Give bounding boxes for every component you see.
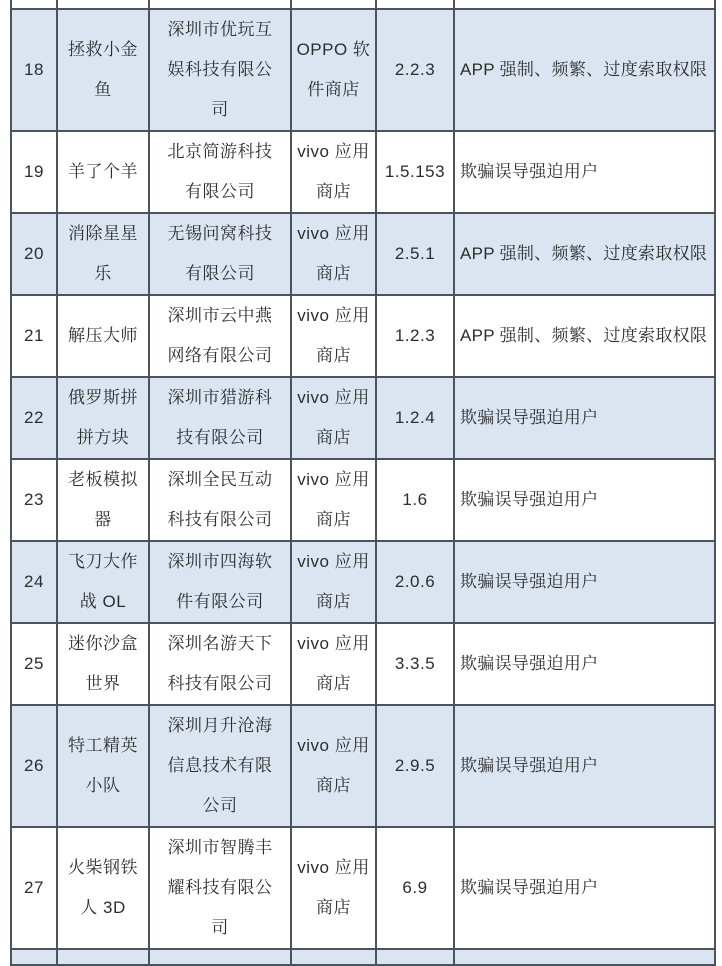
cell-company-name: 深圳全民互动科技有限公司 bbox=[149, 459, 291, 541]
cell-violation-reason: APP 强制、频繁、过度索取权限 bbox=[454, 9, 715, 131]
app-violation-table bbox=[10, 0, 716, 966]
cell-empty bbox=[11, 0, 57, 9]
cell-app-name: 老板模拟器 bbox=[57, 459, 149, 541]
cell-app-version: 1.2.4 bbox=[376, 377, 454, 459]
cell-app-name: 迷你沙盒世界 bbox=[57, 623, 149, 705]
cell-app-name: 消除星星乐 bbox=[57, 213, 149, 295]
cell-app-version: 2.5.1 bbox=[376, 213, 454, 295]
cell-violation-reason: APP 强制、频繁、过度索取权限 bbox=[454, 295, 715, 377]
cell-app-store: vivo 应用商店 bbox=[291, 459, 376, 541]
cell-row-number: 22 bbox=[11, 377, 57, 459]
cell-company-name: 无锡问窝科技有限公司 bbox=[149, 213, 291, 295]
table-row bbox=[11, 295, 715, 377]
cell-app-name: 飞刀大作战 OL bbox=[57, 541, 149, 623]
cell-app-version: 2.0.6 bbox=[376, 541, 454, 623]
table-row bbox=[11, 9, 715, 131]
cell-app-store: vivo 应用商店 bbox=[291, 131, 376, 213]
cell-company-name: 深圳市猎游科技有限公司 bbox=[149, 377, 291, 459]
partial-row-top bbox=[11, 0, 715, 9]
app-violation-table-wrap bbox=[10, 0, 718, 937]
cell-row-number: 24 bbox=[11, 541, 57, 623]
cell-app-version: 6.9 bbox=[376, 827, 454, 949]
table-row bbox=[11, 705, 715, 827]
cell-app-version: 1.6 bbox=[376, 459, 454, 541]
cell-app-store: vivo 应用商店 bbox=[291, 827, 376, 949]
cell-app-name: 俄罗斯拼拼方块 bbox=[57, 377, 149, 459]
cell-row-number: 20 bbox=[11, 213, 57, 295]
cell-violation-reason: 欺骗误导强迫用户 bbox=[454, 131, 715, 213]
cell-company-name: 北京简游科技有限公司 bbox=[149, 131, 291, 213]
cell-app-name: 拯救小金鱼 bbox=[57, 9, 149, 131]
cell-empty bbox=[376, 0, 454, 9]
cell-row-number: 26 bbox=[11, 705, 57, 827]
cell-empty bbox=[291, 949, 376, 965]
cell-violation-reason: APP 强制、频繁、过度索取权限 bbox=[454, 213, 715, 295]
cell-violation-reason: 欺骗误导强迫用户 bbox=[454, 377, 715, 459]
cell-app-store: vivo 应用商店 bbox=[291, 377, 376, 459]
partial-row-bottom bbox=[11, 949, 715, 965]
cell-empty bbox=[11, 949, 57, 965]
table-row bbox=[11, 459, 715, 541]
cell-app-version: 3.3.5 bbox=[376, 623, 454, 705]
cell-empty bbox=[149, 0, 291, 9]
cell-app-store: vivo 应用商店 bbox=[291, 705, 376, 827]
cell-empty bbox=[291, 0, 376, 9]
cell-company-name: 深圳市优玩互娱科技有限公司 bbox=[149, 9, 291, 131]
cell-empty bbox=[57, 949, 149, 965]
cell-empty bbox=[149, 949, 291, 965]
cell-row-number: 18 bbox=[11, 9, 57, 131]
cell-company-name: 深圳名游天下科技有限公司 bbox=[149, 623, 291, 705]
cell-empty bbox=[454, 949, 715, 965]
cell-app-version: 1.2.3 bbox=[376, 295, 454, 377]
cell-app-store: vivo 应用商店 bbox=[291, 541, 376, 623]
cell-row-number: 19 bbox=[11, 131, 57, 213]
cell-company-name: 深圳市云中燕网络有限公司 bbox=[149, 295, 291, 377]
cell-row-number: 23 bbox=[11, 459, 57, 541]
cell-app-store: vivo 应用商店 bbox=[291, 295, 376, 377]
table-row bbox=[11, 827, 715, 949]
cell-row-number: 21 bbox=[11, 295, 57, 377]
cell-empty bbox=[376, 949, 454, 965]
cell-empty bbox=[454, 0, 715, 9]
cell-app-name: 解压大师 bbox=[57, 295, 149, 377]
table-row bbox=[11, 541, 715, 623]
cell-row-number: 27 bbox=[11, 827, 57, 949]
cell-app-store: vivo 应用商店 bbox=[291, 623, 376, 705]
cell-app-version: 1.5.153 bbox=[376, 131, 454, 213]
cell-violation-reason: 欺骗误导强迫用户 bbox=[454, 623, 715, 705]
cell-company-name: 深圳月升沧海信息技术有限公司 bbox=[149, 705, 291, 827]
cell-app-version: 2.2.3 bbox=[376, 9, 454, 131]
cell-app-name: 火柴钢铁人 3D bbox=[57, 827, 149, 949]
table-row bbox=[11, 131, 715, 213]
table-row bbox=[11, 377, 715, 459]
cell-violation-reason: 欺骗误导强迫用户 bbox=[454, 705, 715, 827]
cell-app-name: 特工精英小队 bbox=[57, 705, 149, 827]
cell-app-store: OPPO 软件商店 bbox=[291, 9, 376, 131]
cell-app-store: vivo 应用商店 bbox=[291, 213, 376, 295]
cell-violation-reason: 欺骗误导强迫用户 bbox=[454, 827, 715, 949]
table-row bbox=[11, 213, 715, 295]
cell-violation-reason: 欺骗误导强迫用户 bbox=[454, 541, 715, 623]
cell-row-number: 25 bbox=[11, 623, 57, 705]
cell-company-name: 深圳市四海软件有限公司 bbox=[149, 541, 291, 623]
cell-app-name: 羊了个羊 bbox=[57, 131, 149, 213]
cell-violation-reason: 欺骗误导强迫用户 bbox=[454, 459, 715, 541]
table-row bbox=[11, 623, 715, 705]
cell-company-name: 深圳市智腾丰耀科技有限公司 bbox=[149, 827, 291, 949]
cell-empty bbox=[57, 0, 149, 9]
cell-app-version: 2.9.5 bbox=[376, 705, 454, 827]
